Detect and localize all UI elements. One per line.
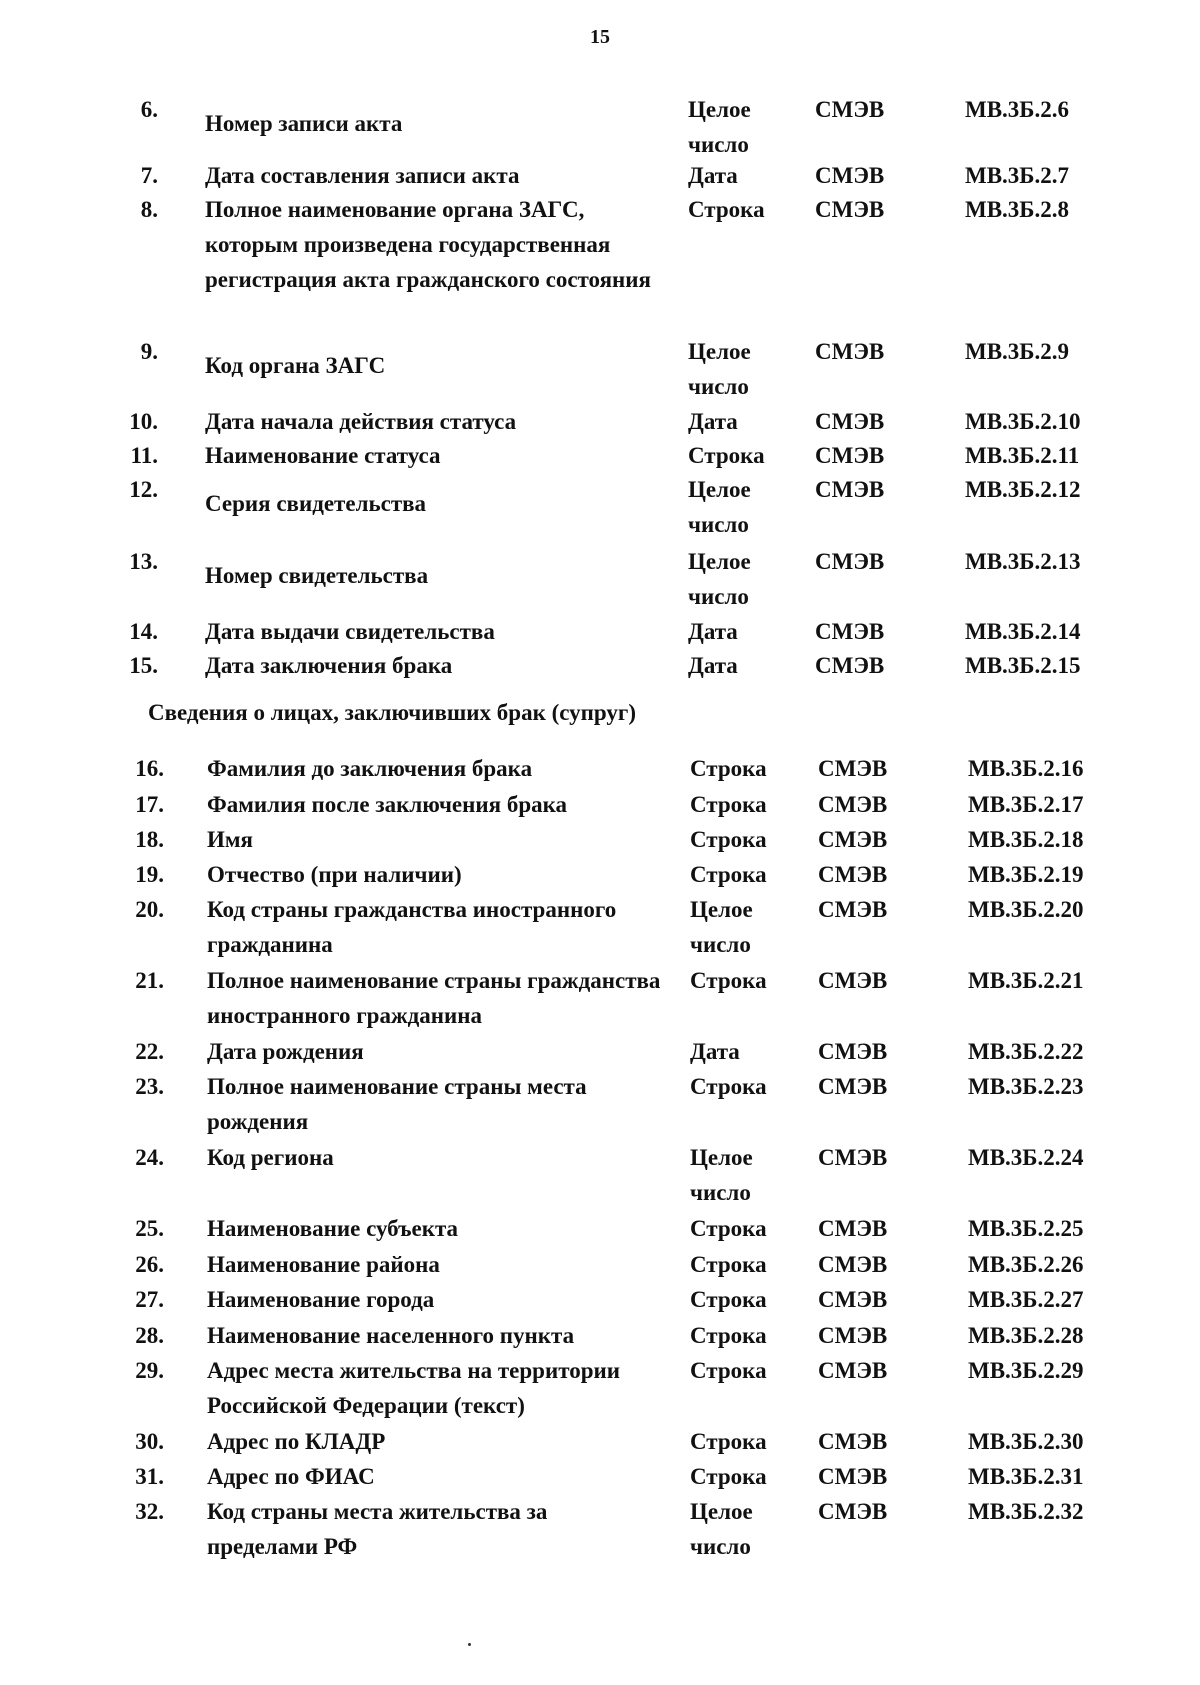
row-number: 31. <box>135 1464 164 1489</box>
row-data-type: Целое число <box>690 897 753 957</box>
row-source: СМЭВ <box>818 897 888 922</box>
row-code: МВ.3Б.2.12 <box>965 477 1081 502</box>
row-data-type: Дата <box>688 163 738 188</box>
table-row <box>0 1494 1200 1564</box>
row-data-type: Строка <box>690 1323 767 1348</box>
row-data-type: Строка <box>690 827 767 852</box>
row-source: СМЭВ <box>818 1464 888 1489</box>
row-source: СМЭВ <box>815 197 885 222</box>
table-row <box>0 614 1200 649</box>
row-source: СМЭВ <box>815 339 885 364</box>
row-data-type: Строка <box>690 1252 767 1277</box>
row-field-name: Дата выдачи свидетельства <box>205 619 495 644</box>
row-data-type: Дата <box>690 1039 740 1064</box>
table-row <box>0 787 1200 822</box>
row-data-type: Целое число <box>690 1499 753 1559</box>
row-number: 22. <box>135 1039 164 1064</box>
row-data-type: Строка <box>690 968 767 993</box>
row-field-name: Наименование района <box>207 1252 440 1277</box>
row-source: СМЭВ <box>815 443 885 468</box>
row-number: 17. <box>135 792 164 817</box>
row-code: МВ.3Б.2.24 <box>968 1145 1084 1170</box>
row-source: СМЭВ <box>818 1429 888 1454</box>
row-source: СМЭВ <box>818 1216 888 1241</box>
row-code: МВ.3Б.2.21 <box>968 968 1084 993</box>
row-code: МВ.3Б.2.27 <box>968 1287 1084 1312</box>
row-data-type: Целое число <box>690 1145 753 1205</box>
table-row <box>0 472 1200 542</box>
row-code: МВ.3Б.2.10 <box>965 409 1081 434</box>
row-code: МВ.3Б.2.23 <box>968 1074 1084 1099</box>
row-source: СМЭВ <box>818 1145 888 1170</box>
row-field-name: Наименование субъекта <box>207 1216 459 1241</box>
row-data-type: Строка <box>690 862 767 887</box>
table-row <box>0 1353 1200 1423</box>
row-code: МВ.3Б.2.16 <box>968 756 1084 781</box>
row-number: 29. <box>135 1358 164 1383</box>
row-field-name: Код органа ЗАГС <box>205 353 386 378</box>
row-data-type: Строка <box>690 1358 767 1383</box>
row-source: СМЭВ <box>818 1252 888 1277</box>
table-row <box>0 751 1200 786</box>
row-code: МВ.3Б.2.9 <box>965 339 1070 364</box>
row-source: СМЭВ <box>818 1358 888 1383</box>
row-number: 7. <box>140 163 158 188</box>
table-row <box>0 822 1200 857</box>
table-row <box>0 1318 1200 1353</box>
row-source: СМЭВ <box>815 409 885 434</box>
row-data-type: Строка <box>690 1429 767 1454</box>
row-code: МВ.3Б.2.6 <box>965 97 1070 122</box>
row-number: 21. <box>135 968 164 993</box>
row-number: 14. <box>129 619 158 644</box>
row-field-name: Наименование города <box>207 1287 435 1312</box>
row-code: МВ.3Б.2.26 <box>968 1252 1084 1277</box>
row-data-type: Строка <box>690 1074 767 1099</box>
table-row <box>0 892 1200 962</box>
row-number: 20. <box>135 897 164 922</box>
row-field-name: Адрес по КЛАДР <box>207 1429 386 1454</box>
row-field-name: Дата составления записи акта <box>205 163 520 188</box>
row-number: 25. <box>135 1216 164 1241</box>
row-data-type: Строка <box>690 1216 767 1241</box>
row-code: МВ.3Б.2.7 <box>965 163 1070 188</box>
row-field-name: Дата начала действия статуса <box>205 409 517 434</box>
row-number: 15. <box>129 653 158 678</box>
row-data-type: Дата <box>688 653 738 678</box>
row-data-type: Целое число <box>688 477 751 537</box>
row-code: МВ.3Б.2.17 <box>968 792 1084 817</box>
section-heading: Сведения о лицах, заключивших брак (супруг) <box>148 700 636 725</box>
row-source: СМЭВ <box>815 97 885 122</box>
table-row <box>0 1069 1200 1139</box>
row-field-name: Дата заключения брака <box>205 653 453 678</box>
row-field-name: Фамилия после заключения брака <box>207 792 568 817</box>
row-code: МВ.3Б.2.11 <box>965 443 1080 468</box>
row-number: 26. <box>135 1252 164 1277</box>
row-field-name: Номер свидетельства <box>205 563 429 588</box>
table-row <box>0 192 1200 332</box>
row-field-name: Серия свидетельства <box>205 491 427 516</box>
row-number: 24. <box>135 1145 164 1170</box>
row-field-name: Фамилия до заключения брака <box>207 756 533 781</box>
row-code: МВ.3Б.2.15 <box>965 653 1081 678</box>
row-code: МВ.3Б.2.28 <box>968 1323 1084 1348</box>
row-code: МВ.3Б.2.30 <box>968 1429 1084 1454</box>
row-source: СМЭВ <box>815 653 885 678</box>
row-code: МВ.3Б.2.22 <box>968 1039 1084 1064</box>
row-code: МВ.3Б.2.18 <box>968 827 1084 852</box>
row-source: СМЭВ <box>815 477 885 502</box>
row-field-name: Полное наименование страны места рождения <box>207 1074 587 1134</box>
row-number: 28. <box>135 1323 164 1348</box>
row-data-type: Дата <box>688 409 738 434</box>
row-field-name: Код страны гражданства иностранного гражданина <box>207 897 617 957</box>
row-source: СМЭВ <box>818 968 888 993</box>
row-code: МВ.3Б.2.14 <box>965 619 1081 644</box>
row-code: МВ.3Б.2.25 <box>968 1216 1084 1241</box>
table-row <box>0 648 1200 683</box>
row-code: МВ.3Б.2.8 <box>965 197 1070 222</box>
row-data-type: Целое число <box>688 97 751 157</box>
row-field-name: Дата рождения <box>207 1039 364 1064</box>
row-field-name: Полное наименование органа ЗАГС, которым произведена государственная регистрация акта гражданского состояния <box>205 197 651 292</box>
row-number: 32. <box>135 1499 164 1524</box>
row-number: 8. <box>140 197 158 222</box>
row-field-name: Код региона <box>207 1145 334 1170</box>
row-source: СМЭВ <box>818 756 888 781</box>
row-data-type: Строка <box>690 1287 767 1312</box>
row-number: 12. <box>129 477 158 502</box>
row-source: СМЭВ <box>815 619 885 644</box>
table-row <box>0 334 1200 404</box>
row-data-type: Строка <box>688 197 765 222</box>
row-field-name: Код страны места жительства за пределами РФ <box>207 1499 548 1559</box>
row-field-name: Отчество (при наличии) <box>207 862 462 887</box>
row-field-name: Имя <box>207 827 253 852</box>
row-source: СМЭВ <box>818 1287 888 1312</box>
table-row <box>0 1211 1200 1246</box>
page-number: 15 <box>590 26 610 48</box>
row-data-type: Дата <box>688 619 738 644</box>
row-code: МВ.3Б.2.31 <box>968 1464 1084 1489</box>
row-source: СМЭВ <box>815 549 885 574</box>
row-number: 30. <box>135 1429 164 1454</box>
table-row <box>0 1459 1200 1494</box>
row-code: МВ.3Б.2.20 <box>968 897 1084 922</box>
row-source: СМЭВ <box>815 163 885 188</box>
row-field-name: Номер записи акта <box>205 111 403 136</box>
row-number: 18. <box>135 827 164 852</box>
table-row <box>0 438 1200 473</box>
row-source: СМЭВ <box>818 827 888 852</box>
row-data-type: Целое число <box>688 549 751 609</box>
table-row <box>0 544 1200 614</box>
row-code: МВ.3Б.2.32 <box>968 1499 1084 1524</box>
row-code: МВ.3Б.2.13 <box>965 549 1081 574</box>
row-data-type: Строка <box>690 756 767 781</box>
row-code: МВ.3Б.2.29 <box>968 1358 1084 1383</box>
row-field-name: Наименование статуса <box>205 443 441 468</box>
row-number: 9. <box>140 339 158 364</box>
table-row <box>0 1140 1200 1210</box>
row-data-type: Строка <box>690 1464 767 1489</box>
row-number: 13. <box>129 549 158 574</box>
row-number: 23. <box>135 1074 164 1099</box>
scan-dot <box>468 1643 471 1646</box>
table-row <box>0 404 1200 439</box>
row-source: СМЭВ <box>818 1323 888 1348</box>
row-code: МВ.3Б.2.19 <box>968 862 1084 887</box>
table-row <box>0 1034 1200 1069</box>
table-row <box>0 158 1200 193</box>
row-data-type: Строка <box>690 792 767 817</box>
row-source: СМЭВ <box>818 862 888 887</box>
row-number: 10. <box>129 409 158 434</box>
table-row <box>0 857 1200 892</box>
row-number: 19. <box>135 862 164 887</box>
row-field-name: Адрес по ФИАС <box>207 1464 375 1489</box>
row-source: СМЭВ <box>818 1039 888 1064</box>
row-field-name: Наименование населенного пункта <box>207 1323 575 1348</box>
row-number: 16. <box>135 756 164 781</box>
row-number: 6. <box>140 97 158 122</box>
table-row <box>0 1247 1200 1282</box>
row-field-name: Адрес места жительства на территории Российской Федерации (текст) <box>207 1358 620 1418</box>
table-row <box>0 1424 1200 1459</box>
row-number: 11. <box>130 443 158 468</box>
row-field-name: Полное наименование страны гражданства иностранного гражданина <box>207 968 661 1028</box>
table-row <box>0 92 1200 162</box>
row-source: СМЭВ <box>818 1499 888 1524</box>
table-row <box>0 963 1200 1033</box>
row-source: СМЭВ <box>818 1074 888 1099</box>
row-source: СМЭВ <box>818 792 888 817</box>
row-data-type: Строка <box>688 443 765 468</box>
table-row <box>0 1282 1200 1317</box>
row-data-type: Целое число <box>688 339 751 399</box>
row-number: 27. <box>135 1287 164 1312</box>
